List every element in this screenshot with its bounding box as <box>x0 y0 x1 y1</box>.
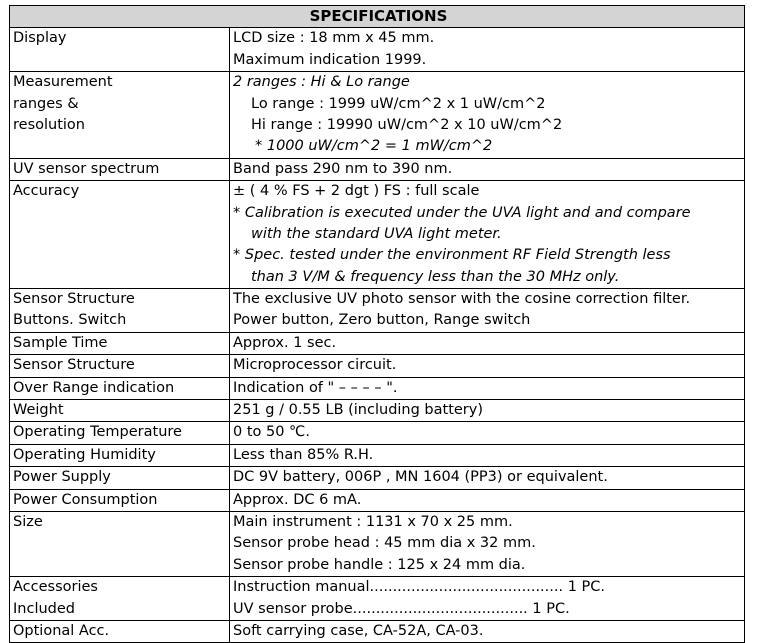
row-value: Indication of " – – – – ". <box>230 377 745 399</box>
row-power-consumption <box>10 489 745 511</box>
table-title: SPECIFICATIONS <box>10 6 745 28</box>
row-value: ± ( 4 % FS + 2 dgt ) FS : full scale * Calibration is executed under the UVA light and and compare with the standard UVA light meter. * Spec. tested under the environment RF Field Strength less than 3 V/M & frequency less than the 30 MHz only. <box>230 181 745 289</box>
row-value: Instruction manual.......................................... 1 PC. UV sensor probe...................................... 1 PC. <box>230 577 745 621</box>
row-sensor-structure <box>10 355 745 377</box>
row-label: Power Supply <box>10 467 230 489</box>
row-label: Sensor Structure <box>10 355 230 377</box>
row-value: LCD size : 18 mm x 45 mm. Maximum indication 1999. <box>230 28 745 72</box>
row-value: 2 ranges : Hi & Lo range Lo range : 1999 uW/cm^2 x 1 uW/cm^2 Hi range : 19990 uW/cm^2 x 10 uW/cm^2 * 1000 uW/cm^2 = 1 mW/cm^2 <box>230 72 745 159</box>
row-value: Main instrument : 1131 x 70 x 25 mm. Sensor probe head : 45 mm dia x 32 mm. Sensor probe handle : 125 x 24 mm dia. <box>230 512 745 577</box>
row-over-range <box>10 377 745 399</box>
row-value: Approx. 1 sec. <box>230 332 745 354</box>
row-optional-accessories <box>10 620 745 642</box>
row-label: Size <box>10 512 230 577</box>
row-label: Power Consumption <box>10 489 230 511</box>
specifications-table <box>9 5 745 643</box>
row-value: 0 to 50 ℃. <box>230 422 745 444</box>
row-label: Operating Temperature <box>10 422 230 444</box>
row-label: Accessories Included <box>10 577 230 621</box>
row-display <box>10 28 745 72</box>
row-sample-time <box>10 332 745 354</box>
row-accuracy <box>10 181 745 289</box>
row-label: Weight <box>10 400 230 422</box>
row-operating-temperature <box>10 422 745 444</box>
row-sensor-structure-buttons <box>10 289 745 333</box>
row-size <box>10 512 745 577</box>
row-accessories <box>10 577 745 621</box>
row-label: Display <box>10 28 230 72</box>
row-power-supply <box>10 467 745 489</box>
row-label: Measurement ranges & resolution <box>10 72 230 159</box>
row-value: Less than 85% R.H. <box>230 444 745 466</box>
row-label: Sample Time <box>10 332 230 354</box>
row-value: The exclusive UV photo sensor with the cosine correction filter. Power button, Zero button, Range switch <box>230 289 745 333</box>
row-value: Microprocessor circuit. <box>230 355 745 377</box>
row-value: Band pass 290 nm to 390 nm. <box>230 158 745 180</box>
row-value: 251 g / 0.55 LB (including battery) <box>230 400 745 422</box>
header-row <box>10 6 745 28</box>
row-operating-humidity <box>10 444 745 466</box>
row-weight <box>10 400 745 422</box>
row-uv-sensor-spectrum <box>10 158 745 180</box>
row-value: Soft carrying case, CA-52A, CA-03. <box>230 620 745 642</box>
row-label: Sensor Structure Buttons. Switch <box>10 289 230 333</box>
row-value: Approx. DC 6 mA. <box>230 489 745 511</box>
row-label: Optional Acc. <box>10 620 230 642</box>
row-label: UV sensor spectrum <box>10 158 230 180</box>
row-label: Operating Humidity <box>10 444 230 466</box>
row-label: Over Range indication <box>10 377 230 399</box>
row-label: Accuracy <box>10 181 230 289</box>
row-measurement-ranges <box>10 72 745 159</box>
row-value: DC 9V battery, 006P , MN 1604 (PP3) or equivalent. <box>230 467 745 489</box>
